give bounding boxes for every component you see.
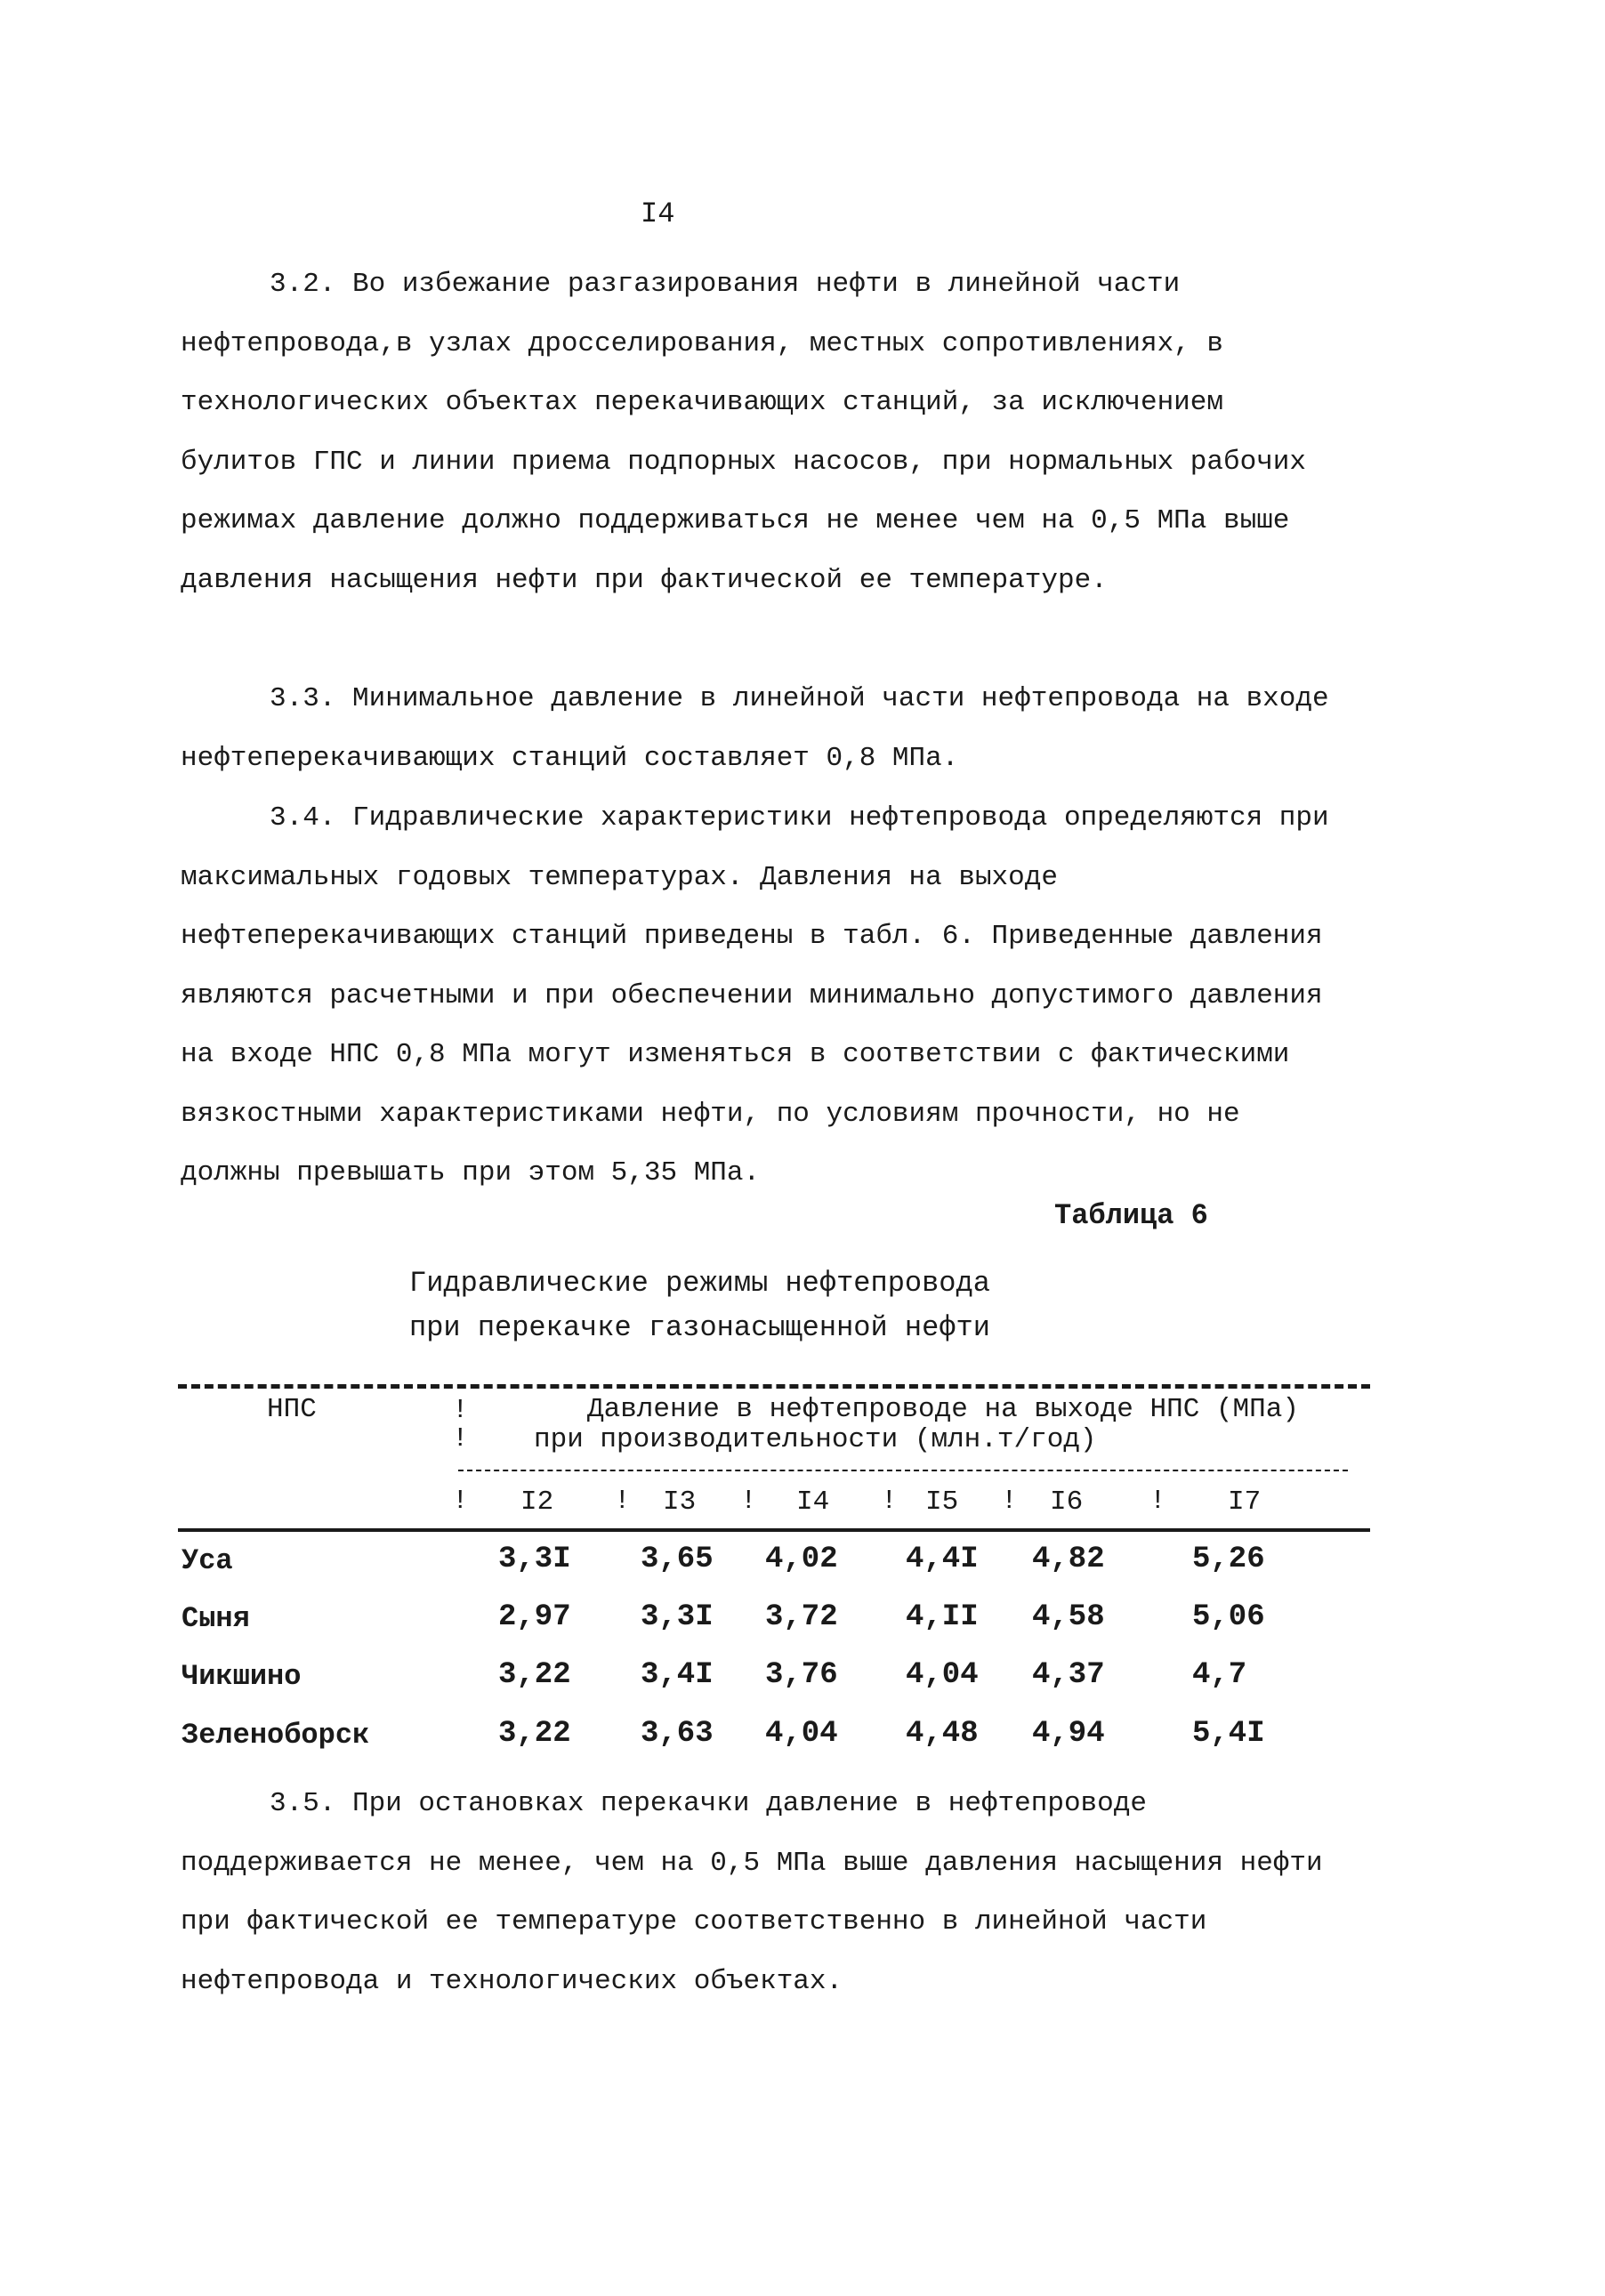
paragraph-3-4 bbox=[181, 789, 1346, 1204]
paragraph-3-2 bbox=[181, 255, 1346, 610]
paragraph-3-5-text: 3.5. При остановках перекачки давление в нефтепроводе поддерживается не менее, чем на 0,5 МПа выше давления насыщения нефти при фактической ее температуре соответственно в линейной части нефтепровода и технологических объектах. bbox=[181, 1788, 1323, 1997]
station-name: Сыня bbox=[181, 1602, 250, 1635]
column-separator: ! bbox=[452, 1395, 469, 1426]
table-title-line-1: Гидравлические режимы нефтепровода bbox=[409, 1267, 990, 1300]
table-title-line-2: при перекачке газонасыщенной нефти bbox=[409, 1311, 990, 1344]
table-label: Таблица 6 bbox=[1054, 1199, 1208, 1232]
capacity-14: I4 bbox=[796, 1486, 830, 1518]
station-name: Чикшино bbox=[181, 1660, 302, 1693]
table-cell: 4,82 bbox=[1032, 1543, 1105, 1576]
column-header-capacity: при производительности (млн.т/год) bbox=[534, 1424, 1097, 1455]
table-cell: 4,94 bbox=[1032, 1717, 1105, 1751]
column-separator: ! bbox=[614, 1486, 631, 1517]
station-name: Уса bbox=[181, 1544, 233, 1577]
table-cell: 4,58 bbox=[1032, 1600, 1105, 1634]
table-cell: 4,04 bbox=[906, 1658, 979, 1692]
table-title bbox=[409, 1261, 1032, 1350]
table-cell: 3,22 bbox=[498, 1658, 571, 1692]
table-cell: 4,4I bbox=[906, 1543, 979, 1576]
column-separator: ! bbox=[1001, 1486, 1018, 1517]
table-cell: 4,37 bbox=[1032, 1658, 1105, 1692]
paragraph-3-5 bbox=[181, 1775, 1346, 2011]
column-header-pressure: Давление в нефтепроводе на выходе НПС (МПа) bbox=[587, 1394, 1299, 1425]
table-top-rule bbox=[178, 1384, 1370, 1389]
paragraph-3-2-text: 3.2. Во избежание разгазирования нефти в линейной части нефтепровода,в узлах дросселирования, местных сопротивлениях, в технологических объектах перекачивающих станций, за исключением булитов ГПС и линии приема подпорных насосов, при нормальных рабочих режимах давление должно поддерживаться не менее чем на 0,5 МПа выше давления насыщения нефти при фактической ее температуре. bbox=[181, 269, 1307, 596]
column-separator: ! bbox=[452, 1423, 469, 1454]
table-cell: 3,63 bbox=[641, 1717, 714, 1751]
column-separator: ! bbox=[1149, 1486, 1166, 1517]
station-name: Зеленоборск bbox=[181, 1719, 370, 1752]
page-number: I4 bbox=[641, 197, 675, 230]
table-cell: 5,06 bbox=[1192, 1600, 1265, 1634]
table-cell: 5,26 bbox=[1192, 1543, 1265, 1576]
table-cell: 4,02 bbox=[765, 1543, 838, 1576]
capacity-15: I5 bbox=[925, 1486, 959, 1518]
table-cell: 3,3I bbox=[641, 1600, 714, 1634]
table-cell: 2,97 bbox=[498, 1600, 571, 1634]
column-separator: ! bbox=[740, 1486, 757, 1517]
column-header-station: НПС bbox=[267, 1394, 317, 1425]
paragraph-3-3 bbox=[181, 670, 1346, 788]
capacity-13: I3 bbox=[663, 1486, 697, 1518]
table-cell: 3,72 bbox=[765, 1600, 838, 1634]
paragraph-3-4-text: 3.4. Гидравлические характеристики нефтепровода определяются при максимальных годовых температурах. Давления на выходе нефтеперекачивающих станций приведены в табл. 6. Приведенные давления являются расчетными и при обеспечении минимально допустимого давления на входе НПС 0,8 МПа могут изменяться в соответствии с фактическими вязкостными характеристиками нефти, по условиям прочности, но не должны превышать при этом 5,35 МПа. bbox=[181, 802, 1329, 1188]
table-cell: 4,II bbox=[906, 1600, 979, 1634]
capacity-16: I6 bbox=[1050, 1486, 1084, 1518]
table-cell: 3,22 bbox=[498, 1717, 571, 1751]
column-separator: ! bbox=[452, 1486, 469, 1517]
table-cell: 4,7 bbox=[1192, 1658, 1247, 1692]
table-cell: 5,4I bbox=[1192, 1717, 1265, 1751]
table-cell: 4,04 bbox=[765, 1717, 838, 1751]
table-cell: 3,3I bbox=[498, 1543, 571, 1576]
table-body-rule bbox=[178, 1528, 1370, 1532]
column-separator: ! bbox=[881, 1486, 898, 1517]
table-cell: 3,65 bbox=[641, 1543, 714, 1576]
table-cell: 3,4I bbox=[641, 1658, 714, 1692]
table-header-rule bbox=[458, 1470, 1348, 1471]
table-cell: 3,76 bbox=[765, 1658, 838, 1692]
capacity-17: I7 bbox=[1228, 1486, 1262, 1518]
table-cell: 4,48 bbox=[906, 1717, 979, 1751]
capacity-12: I2 bbox=[520, 1486, 554, 1518]
paragraph-3-3-text: 3.3. Минимальное давление в линейной части нефтепровода на входе нефтеперекачивающих станций составляет 0,8 МПа. bbox=[181, 683, 1329, 774]
